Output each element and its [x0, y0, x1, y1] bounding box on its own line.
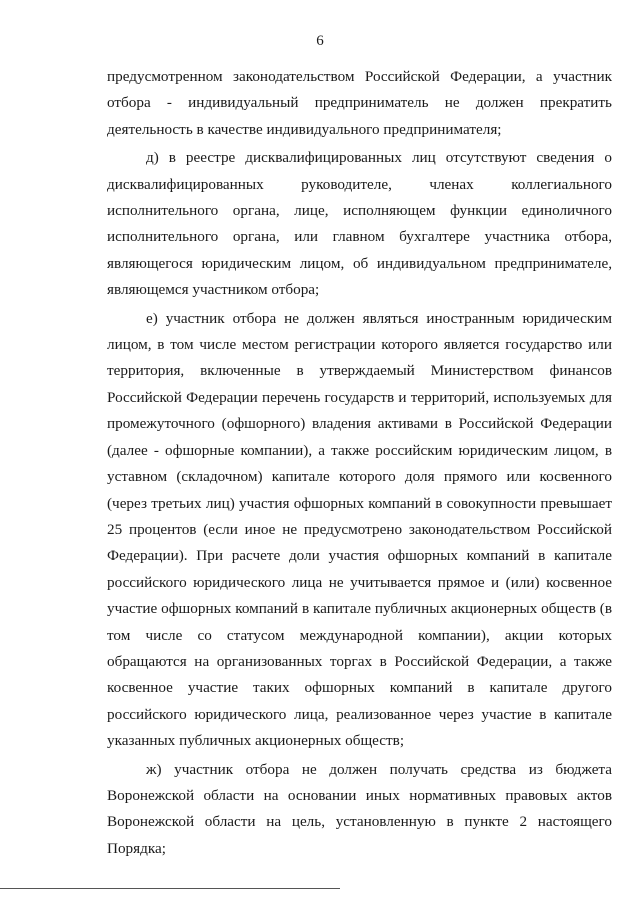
page-bottom-rule	[0, 888, 340, 889]
paragraph-continuation: предусмотренном законодательством Российской Федерации, а участник отбора - индивидуальный предприниматель не должен прекратить деятельность в качестве индивидуального предпринимателя;	[107, 68, 612, 138]
page-number: 6	[316, 33, 324, 49]
paragraph-d: д) в реестре дисквалифицированных лиц отсутствуют сведения о дисквалифицированных руководителе, членах коллегиального исполнительного органа, лице, исполняющем функции единоличного исполнительного органа, или главном бухгалтере участника отбора, являющегося юридическим лицом, об индивидуальном предпринимателе, являющемся участником отбора;	[107, 149, 612, 299]
document-body	[107, 64, 612, 862]
paragraph-zh: ж) участник отбора не должен получать средства из бюджета Воронежской области на основании иных нормативных правовых актов Воронежской области на цель, установленную в пункте 2 настоящего Порядка;	[107, 760, 612, 857]
paragraph-e: е) участник отбора не должен являться иностранным юридическим лицом, в том числе местом регистрации которого является государство или территория, включенные в утверждаемый Министерством финансов Российской Федерации перечень государств и территорий, используемых для промежуточного (офшорного) владения активами в Российской Федерации (далее - офшорные компании), а также российским юридическим лицом, в уставном (складочном) капитале которого доля прямого или косвенного (через третьих лиц) участия офшорных компаний в совокупности превышает 25 процентов (если иное не предусмотрено законодательством Российской Федерации). При расчете доли участия офшорных компаний в капитале российского юридического лица не учитывается прямое и (или) косвенное участие офшорных компаний в капитале публичных акционерных обществ (в том числе со статусом международной компании), акции которых обращаются на организованных торгах в Российской Федерации, а также косвенное участие таких офшорных компаний в капитале другого российского юридического лица, реализованное через участие в капитале указанных публичных акционерных обществ;	[107, 309, 612, 750]
